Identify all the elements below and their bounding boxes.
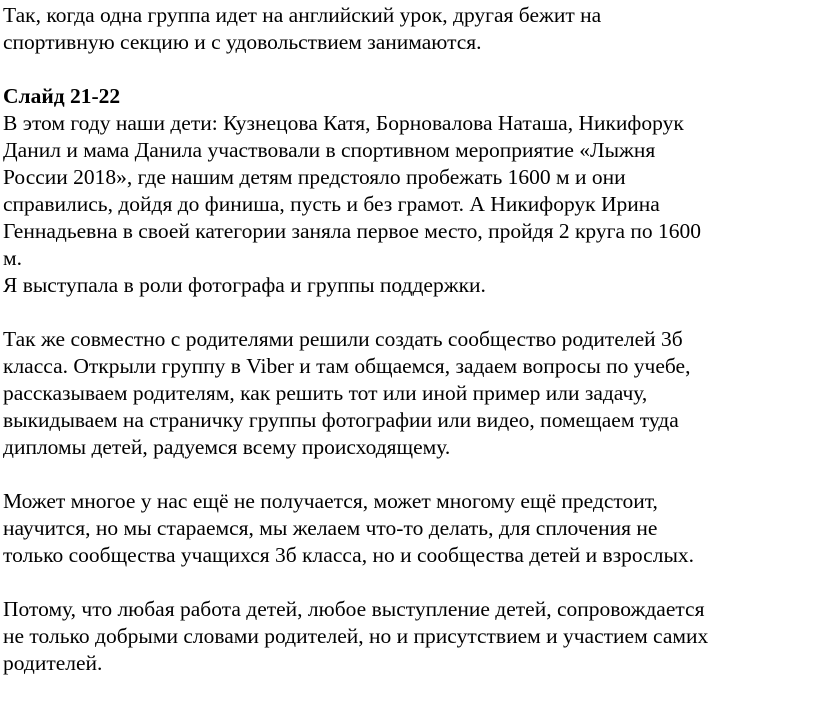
text-line: Геннадьевна в своей категории заняла первое место, пройдя 2 круга по 1600 [3,219,701,243]
paragraph-efforts [3,488,816,569]
text-line: выкидываем на страничку группы фотографии или видео, помещаем туда [3,408,679,432]
paragraph-spacer [3,299,816,326]
text-line: Так, когда одна группа идет на английский урок, другая бежит на [3,3,602,27]
paragraph-spacer [3,461,816,488]
paragraph-sports-event [3,110,816,299]
text-line: В этом году наши дети: Кузнецова Катя, Борновалова Наташа, Никифорук [3,111,684,135]
intro-paragraph [3,2,816,56]
slide-heading: Слайд 21-22 [3,84,121,108]
text-line: Данил и мама Данила участвовали в спортивном мероприятие «Лыжня [3,138,656,162]
text-line: Потому, что любая работа детей, любое выступление детей, сопровождается [3,597,705,621]
text-line: справились, дойдя до финиша, пусть и без грамот. А Никифорук Ирина [3,192,660,216]
text-line: Я выступала в роли фотографа и группы поддержки. [3,273,486,297]
text-line: спортивную секцию и с удовольствием занимаются. [3,30,482,54]
text-line: не только добрыми словами родителей, но и присутствием и участием самих [3,624,709,648]
text-line: рассказываем родителям, как решить тот или иной пример или задачу, [3,381,648,405]
text-line: класса. Открыли группу в Viber и там общаемся, задаем вопросы по учебе, [3,354,691,378]
paragraph-spacer [3,56,816,83]
paragraph-parents-community [3,326,816,461]
text-line: Может многое у нас ещё не получается, может многому ещё предстоит, [3,489,658,513]
paragraph-conclusion [3,596,816,677]
text-line: научится, но мы стараемся, мы желаем что-то делать, для сплочения не [3,516,658,540]
paragraph-spacer [3,569,816,596]
text-line: дипломы детей, радуемся всему происходящему. [3,435,451,459]
text-line: только сообщества учащихся 3б класса, но и сообщества детей и взрослых. [3,543,695,567]
text-line: России 2018», где нашим детям предстояло пробежать 1600 м и они [3,165,626,189]
text-line: Так же совместно с родителями решили создать сообщество родителей 3б [3,327,683,351]
text-line: родителей. [3,651,103,675]
text-line: м. [3,246,22,270]
